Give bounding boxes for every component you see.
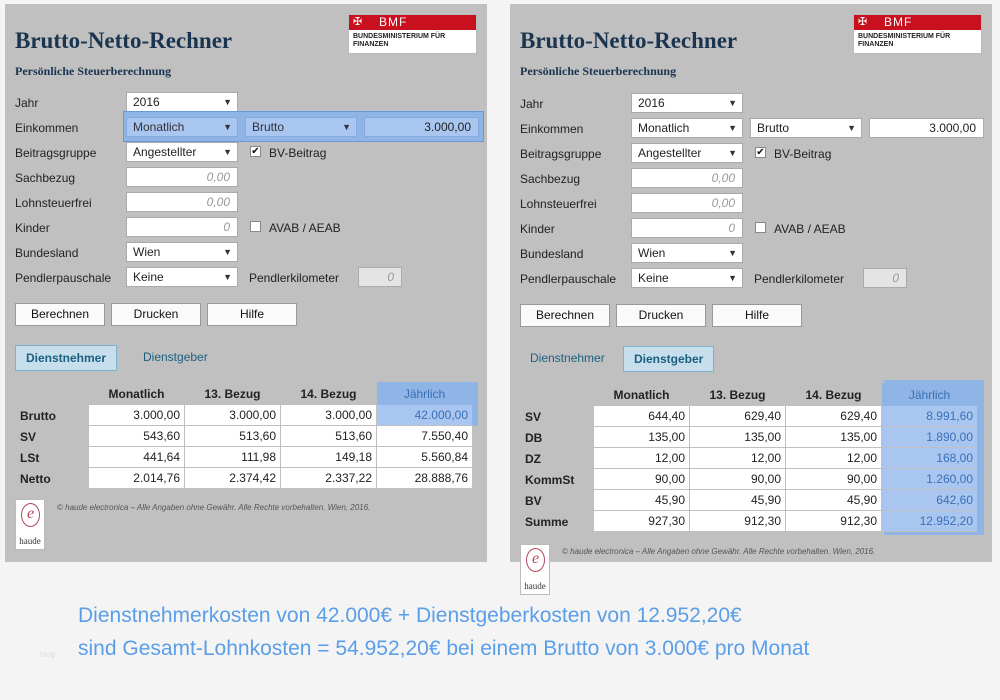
lohnsteuerfrei-label: Lohnsteuerfrei — [520, 197, 597, 211]
pendler-select[interactable]: Keine ▼ — [126, 267, 238, 287]
bundesland-select[interactable]: Wien ▼ — [631, 243, 743, 263]
pendlerkilometer-label: Pendlerkilometer — [249, 271, 340, 285]
pendlerkilometer-label: Pendlerkilometer — [754, 272, 845, 286]
avab-label: AVAB / AEAB — [269, 221, 341, 235]
caption-line-2: sind Gesamt-Lohnkosten = 54.952,20€ bei einem Brutto von 3.000€ pro Monat — [78, 637, 810, 660]
table-row: SV 644,40 629,40 629,40 8.991,60 — [521, 406, 977, 427]
page-title: Brutto-Netto-Rechner — [520, 28, 738, 53]
bundesland-label: Bundesland — [520, 247, 584, 261]
bv-checkbox[interactable]: ✔ — [251, 146, 260, 157]
column-header: 14. Bezug — [805, 387, 862, 402]
avab-checkbox[interactable] — [250, 221, 261, 232]
column-header: Monatlich — [613, 387, 670, 402]
watermark: blog — [40, 650, 56, 659]
chevron-down-icon: ▼ — [728, 98, 737, 108]
chevron-down-icon: ▼ — [342, 122, 351, 132]
jahr-select[interactable]: 2016 ▼ — [126, 92, 238, 112]
page-title: Brutto-Netto-Rechner — [15, 28, 233, 53]
income-type-select[interactable]: Brutto ▼ — [750, 118, 862, 138]
chevron-down-icon: ▼ — [728, 148, 737, 158]
page-subtitle: Persönliche Steuerberechnung — [15, 64, 172, 78]
column-header: Monatlich — [108, 386, 165, 401]
avab-checkbox[interactable] — [755, 222, 766, 233]
table-row: LSt 441,64 111,98 149,18 5.560,84 — [16, 447, 472, 468]
period-select[interactable]: Monatlich ▼ — [126, 117, 238, 137]
chevron-down-icon: ▼ — [223, 272, 232, 282]
chevron-down-icon: ▼ — [728, 273, 737, 283]
kinder-label: Kinder — [520, 222, 555, 236]
amount-input[interactable]: 3.000,00 — [364, 117, 479, 137]
tab-dienstnehmer[interactable]: Dienstnehmer — [15, 345, 117, 371]
calculator-panel-employee — [5, 4, 487, 562]
sachbezug-label: Sachbezug — [520, 172, 581, 186]
lohnsteuerfrei-input[interactable]: 0,00 — [126, 192, 238, 212]
eagle-icon: ✠ — [353, 16, 363, 28]
haude-logo: e haude — [520, 544, 550, 595]
help-button[interactable]: Hilfe — [712, 304, 802, 327]
chevron-down-icon: ▼ — [728, 123, 737, 133]
calculate-button[interactable]: Berechnen — [15, 303, 105, 326]
calculate-button[interactable]: Berechnen — [520, 304, 610, 327]
income-type-select[interactable]: Brutto ▼ — [245, 117, 357, 137]
amount-input[interactable]: 3.000,00 — [869, 118, 984, 138]
column-header: Jährlich — [377, 382, 472, 405]
chevron-down-icon: ▼ — [223, 247, 232, 257]
jahr-label: Jahr — [15, 96, 39, 110]
pendler-select[interactable]: Keine ▼ — [631, 268, 743, 288]
kinder-input[interactable]: 0 — [631, 218, 743, 238]
pendler-label: Pendlerpauschale — [520, 272, 617, 286]
help-button[interactable]: Hilfe — [207, 303, 297, 326]
kinder-input[interactable]: 0 — [126, 217, 238, 237]
chevron-down-icon: ▼ — [223, 97, 232, 107]
print-button[interactable]: Drucken — [616, 304, 706, 327]
kinder-label: Kinder — [15, 221, 50, 235]
einkommen-label: Einkommen — [520, 122, 584, 136]
bv-checkbox[interactable]: ✔ — [756, 147, 765, 158]
chevron-down-icon: ▼ — [728, 248, 737, 258]
column-header: 13. Bezug — [709, 387, 766, 402]
bmf-logo: ✠ BMF BUNDESMINISTERIUM FÜR FINANZEN — [348, 14, 477, 54]
chevron-down-icon: ▼ — [847, 123, 856, 133]
beitrag-label: Beitragsgruppe — [15, 146, 97, 160]
bv-label: BV-Beitrag — [774, 147, 832, 161]
result-table — [520, 383, 978, 532]
result-table — [15, 382, 473, 489]
calculator-panel-employer — [510, 4, 992, 591]
bundesland-select[interactable]: Wien ▼ — [126, 242, 238, 262]
table-row: Summe 927,30 912,30 912,30 12.952,20 — [521, 511, 977, 532]
table-row: KommSt 90,00 90,00 90,00 1.260,00 — [521, 469, 977, 490]
bv-label: BV-Beitrag — [269, 146, 327, 160]
copyright-text: © haude electronica – Alle Angaben ohne Gewähr. Alle Rechte vorbehalten. Wien, 2016. — [57, 503, 371, 512]
lohnsteuerfrei-input[interactable]: 0,00 — [631, 193, 743, 213]
jahr-label: Jahr — [520, 97, 544, 111]
tab-dienstgeber[interactable]: Dienstgeber — [143, 350, 208, 364]
pendler-label: Pendlerpauschale — [15, 271, 112, 285]
column-header: 14. Bezug — [300, 386, 357, 401]
chevron-down-icon: ▼ — [223, 147, 232, 157]
sachbezug-label: Sachbezug — [15, 171, 76, 185]
pendlerkilometer-input[interactable]: 0 — [358, 267, 402, 287]
column-header: 13. Bezug — [204, 386, 261, 401]
sachbezug-input[interactable]: 0,00 — [126, 167, 238, 187]
sachbezug-input[interactable]: 0,00 — [631, 168, 743, 188]
eagle-icon: ✠ — [858, 16, 868, 28]
beitrag-select[interactable]: Angestellter ▼ — [631, 143, 743, 163]
table-row: DB 135,00 135,00 135,00 1.890,00 — [521, 427, 977, 448]
table-row: DZ 12,00 12,00 12,00 168,00 — [521, 448, 977, 469]
einkommen-label: Einkommen — [15, 121, 79, 135]
period-select[interactable]: Monatlich ▼ — [631, 118, 743, 138]
beitrag-label: Beitragsgruppe — [520, 147, 602, 161]
page-subtitle: Persönliche Steuerberechnung — [520, 64, 677, 78]
table-row: Netto 2.014,76 2.374,42 2.337,22 28.888,76 — [16, 468, 472, 489]
avab-label: AVAB / AEAB — [774, 222, 846, 236]
lohnsteuerfrei-label: Lohnsteuerfrei — [15, 196, 92, 210]
tab-dienstnehmer[interactable]: Dienstnehmer — [530, 351, 605, 365]
table-row: SV 543,60 513,60 513,60 7.550,40 — [16, 426, 472, 447]
haude-logo: e haude — [15, 499, 45, 550]
bundesland-label: Bundesland — [15, 246, 79, 260]
copyright-text: © haude electronica – Alle Angaben ohne Gewähr. Alle Rechte vorbehalten. Wien, 2016. — [562, 547, 876, 556]
beitrag-select[interactable]: Angestellter ▼ — [126, 142, 238, 162]
caption-line-1: Dienstnehmerkosten von 42.000€ + Dienstgeberkosten von 12.952,20€ — [78, 604, 742, 627]
pendlerkilometer-input[interactable]: 0 — [863, 268, 907, 288]
table-row: Brutto 3.000,00 3.000,00 3.000,00 42.000,00 — [16, 405, 472, 426]
tab-dienstgeber[interactable]: Dienstgeber — [623, 346, 714, 372]
column-header: Jährlich — [882, 383, 977, 406]
bmf-logo: ✠ BMF BUNDESMINISTERIUM FÜR FINANZEN — [853, 14, 982, 54]
print-button[interactable]: Drucken — [111, 303, 201, 326]
table-row: BV 45,90 45,90 45,90 642,60 — [521, 490, 977, 511]
jahr-select[interactable]: 2016 ▼ — [631, 93, 743, 113]
chevron-down-icon: ▼ — [223, 122, 232, 132]
